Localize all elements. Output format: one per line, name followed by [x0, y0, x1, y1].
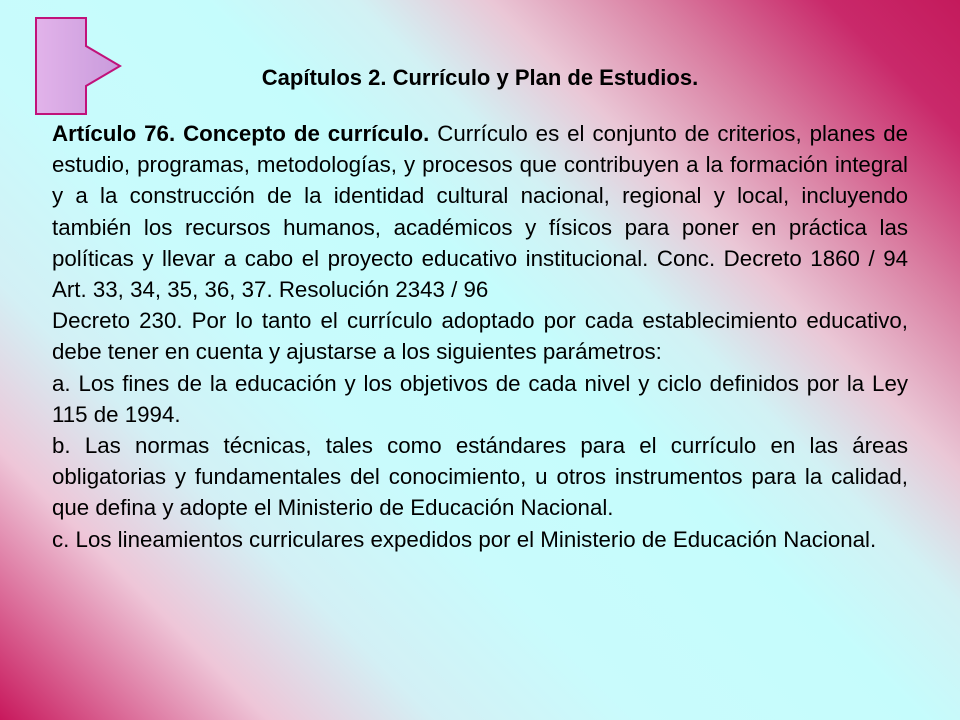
article-text: Currículo es el conjunto de criterios, planes de estudio, programas, metodologías, y procesos que contribuyen a la formación integral y a la construcción de la identidad cultural nacional, regional y local, incluyendo también los recursos humanos, académicos y físicos para poner en práctica las políticas y llevar a cabo el proyecto educativo institucional. Conc. Decreto 1860 / 94 Art. 33, 34, 35, 36, 37. Resolución 2343 / 96 — [52, 121, 909, 303]
parameter-c: c. Los lineamientos curriculares expedidos por el Ministerio de Educación Nacional. — [52, 526, 877, 552]
decreto-230-paragraph: Decreto 230. Por lo tanto el currículo adoptado por cada establecimiento educativo, debe tener en cuenta y ajustarse a los siguientes parámetros: — [52, 308, 908, 365]
article-76-paragraph — [52, 118, 908, 305]
slide-title: Capítulos 2. Currículo y Plan de Estudios. — [261, 65, 699, 90]
slide-body — [52, 118, 908, 555]
article-heading: Artículo 76. Concepto de currículo. — [52, 121, 430, 146]
parameter-b: b. Las normas técnicas, tales como estándares para el currículo en las áreas obligatorias y fundamentales del conocimiento, u otros instrumentos para la calidad, que defina y adopte el Ministerio de Educación Nacional. — [52, 433, 908, 521]
parameter-a: a. Los fines de la educación y los objetivos de cada nivel y ciclo definidos por la Ley 115 de 1994. — [52, 370, 908, 427]
